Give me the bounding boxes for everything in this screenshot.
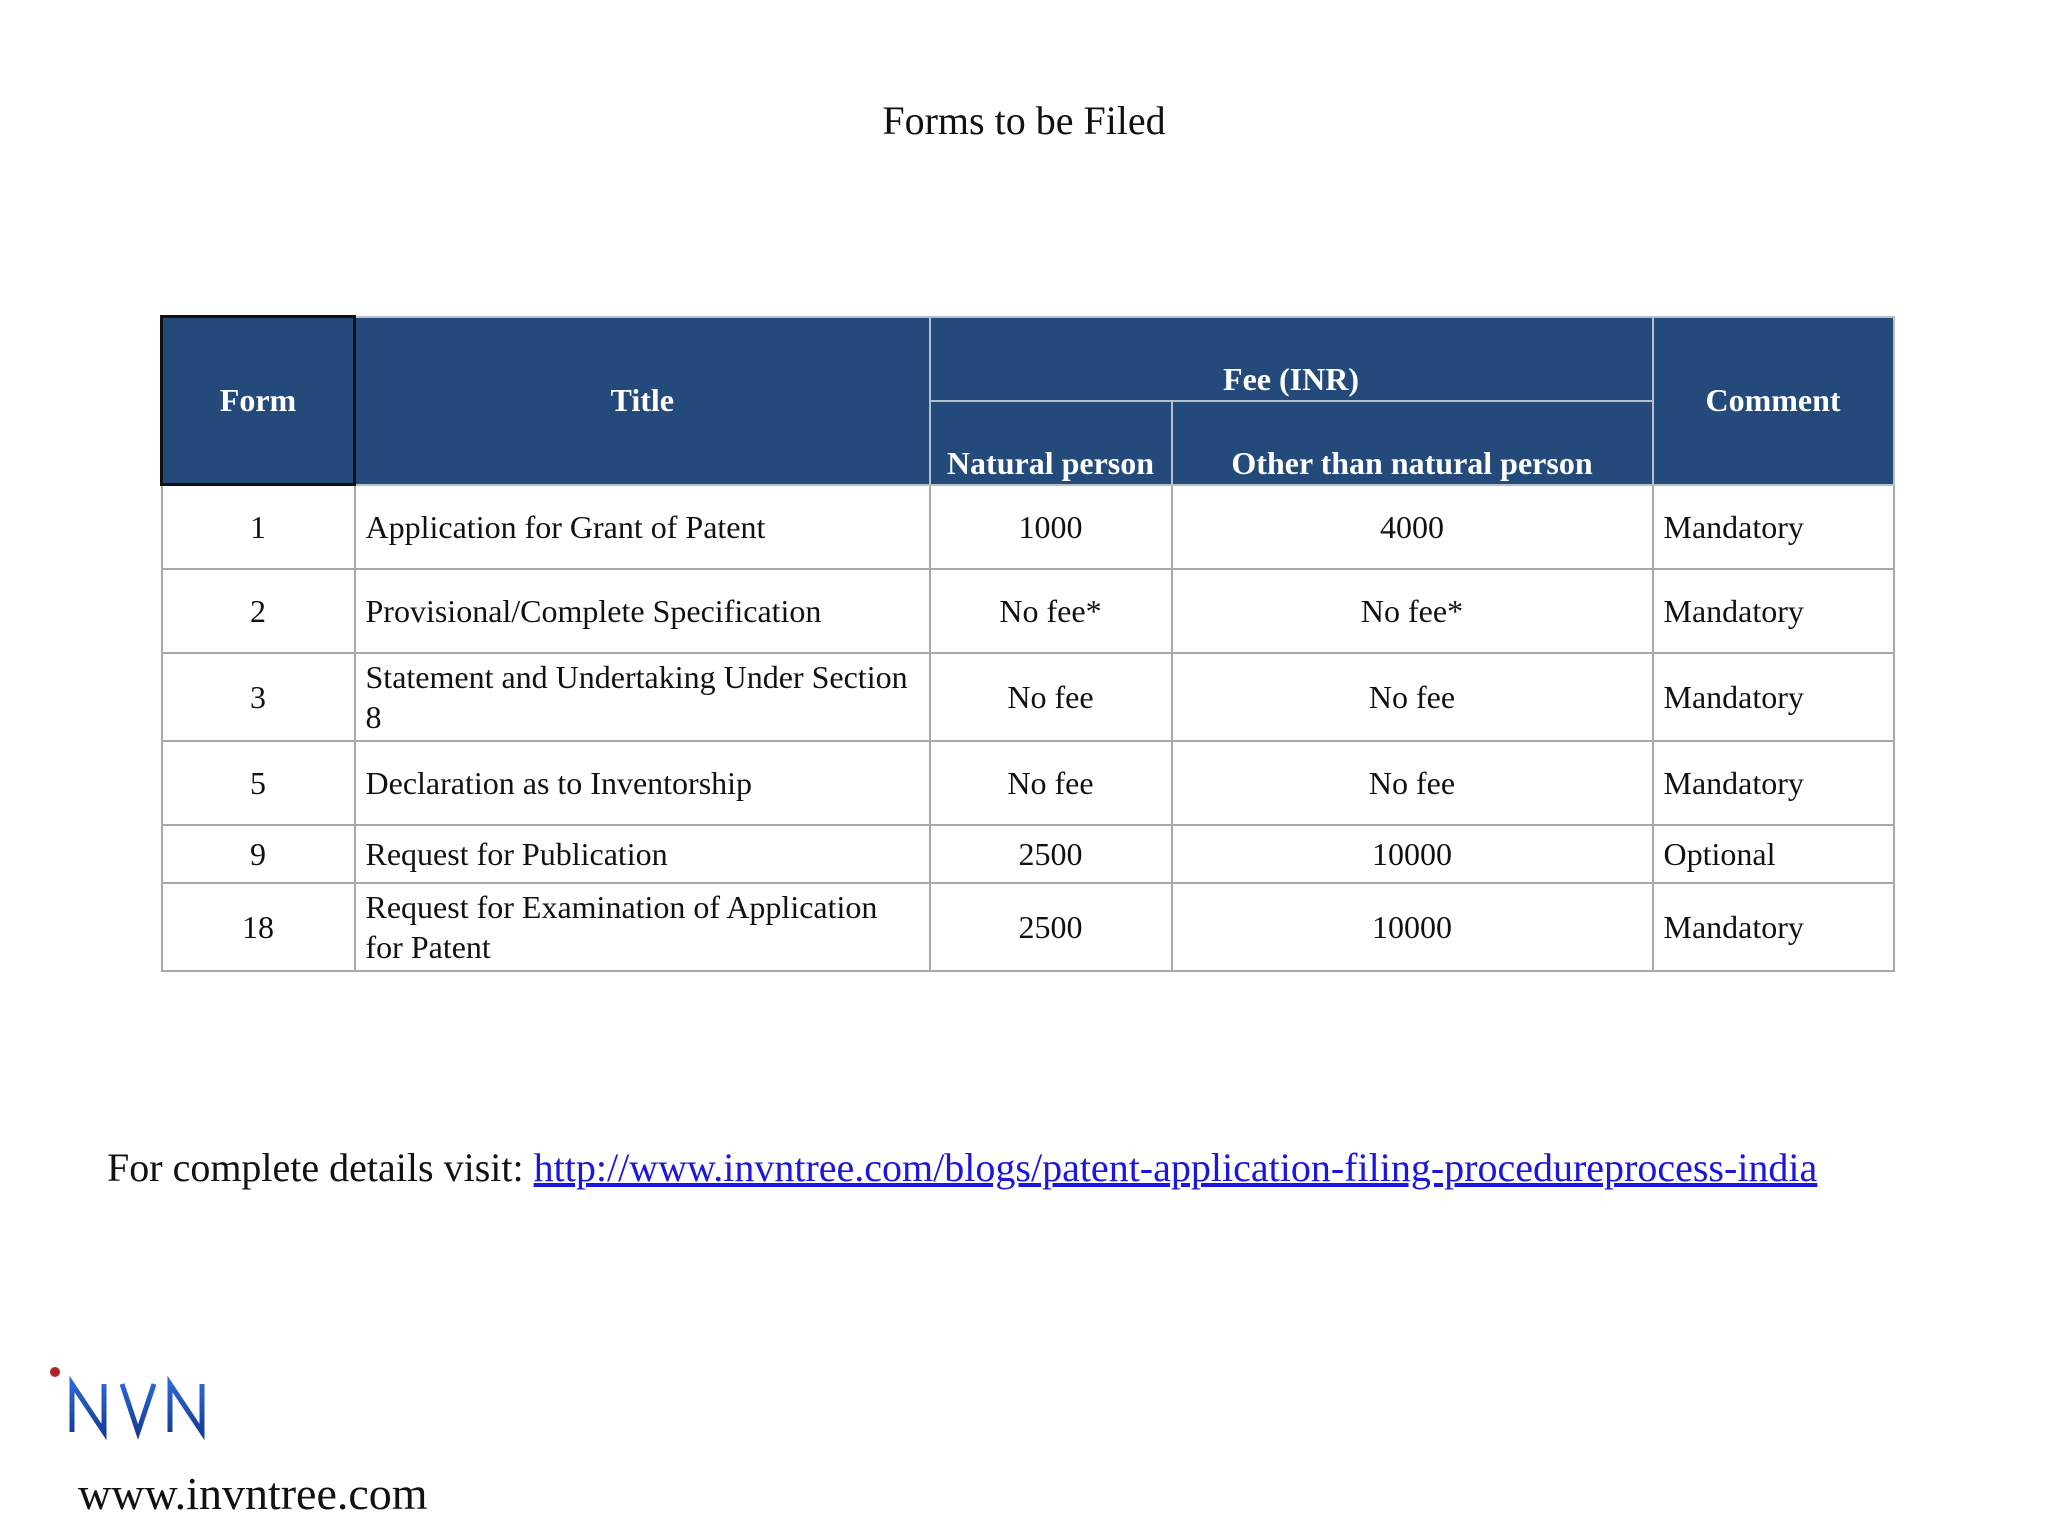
invntree-logo-icon	[48, 1360, 508, 1440]
form-number-cell: 9	[162, 825, 355, 883]
header-title: Title	[355, 317, 930, 485]
form-number-cell: 3	[162, 653, 355, 741]
website-url: www.invntree.com	[78, 1468, 428, 1519]
page-title: Forms to be Filed	[882, 98, 1166, 143]
form-title-cell: Application for Grant of Patent	[355, 485, 930, 570]
comment-cell: Mandatory	[1653, 485, 1894, 570]
header-other-person: Other than natural person	[1172, 401, 1653, 485]
comment-cell: Optional	[1653, 825, 1894, 883]
table-row	[162, 825, 1894, 883]
form-title-cell: Declaration as to Inventorship	[355, 741, 930, 825]
other-fee-cell: 10000	[1172, 883, 1653, 971]
other-fee-cell: No fee*	[1172, 569, 1653, 653]
other-fee-cell: No fee	[1172, 741, 1653, 825]
header-form: Form	[162, 317, 355, 485]
header-comment: Comment	[1653, 317, 1894, 485]
form-title-cell: Provisional/Complete Specification	[355, 569, 930, 653]
natural-fee-cell: 2500	[930, 825, 1172, 883]
form-number-cell: 2	[162, 569, 355, 653]
table-row	[162, 741, 1894, 825]
form-number-cell: 18	[162, 883, 355, 971]
table-row	[162, 653, 1894, 741]
form-title-cell: Statement and Undertaking Under Section 8	[355, 653, 930, 741]
other-fee-cell: 10000	[1172, 825, 1653, 883]
comment-cell: Mandatory	[1653, 741, 1894, 825]
natural-fee-cell: No fee	[930, 653, 1172, 741]
details-prefix: For complete details visit:	[107, 1145, 534, 1190]
forms-fee-table	[160, 315, 1895, 972]
comment-cell: Mandatory	[1653, 883, 1894, 971]
header-natural-person: Natural person	[930, 401, 1172, 485]
natural-fee-cell: No fee	[930, 741, 1172, 825]
comment-cell: Mandatory	[1653, 569, 1894, 653]
natural-fee-cell: No fee*	[930, 569, 1172, 653]
table-row	[162, 569, 1894, 653]
natural-fee-cell: 1000	[930, 485, 1172, 570]
form-number-cell: 1	[162, 485, 355, 570]
table-row	[162, 485, 1894, 570]
other-fee-cell: No fee	[1172, 653, 1653, 741]
form-number-cell: 5	[162, 741, 355, 825]
header-fee-group: Fee (INR)	[930, 317, 1653, 401]
other-fee-cell: 4000	[1172, 485, 1653, 570]
details-link[interactable]: http://www.invntree.com/blogs/patent-application-filing-procedureprocess-india	[533, 1145, 1818, 1190]
table-row	[162, 883, 1894, 971]
comment-cell: Mandatory	[1653, 653, 1894, 741]
form-title-cell: Request for Publication	[355, 825, 930, 883]
details-footer	[107, 1140, 1817, 1196]
form-title-cell: Request for Examination of Application for Patent	[355, 883, 930, 971]
natural-fee-cell: 2500	[930, 883, 1172, 971]
